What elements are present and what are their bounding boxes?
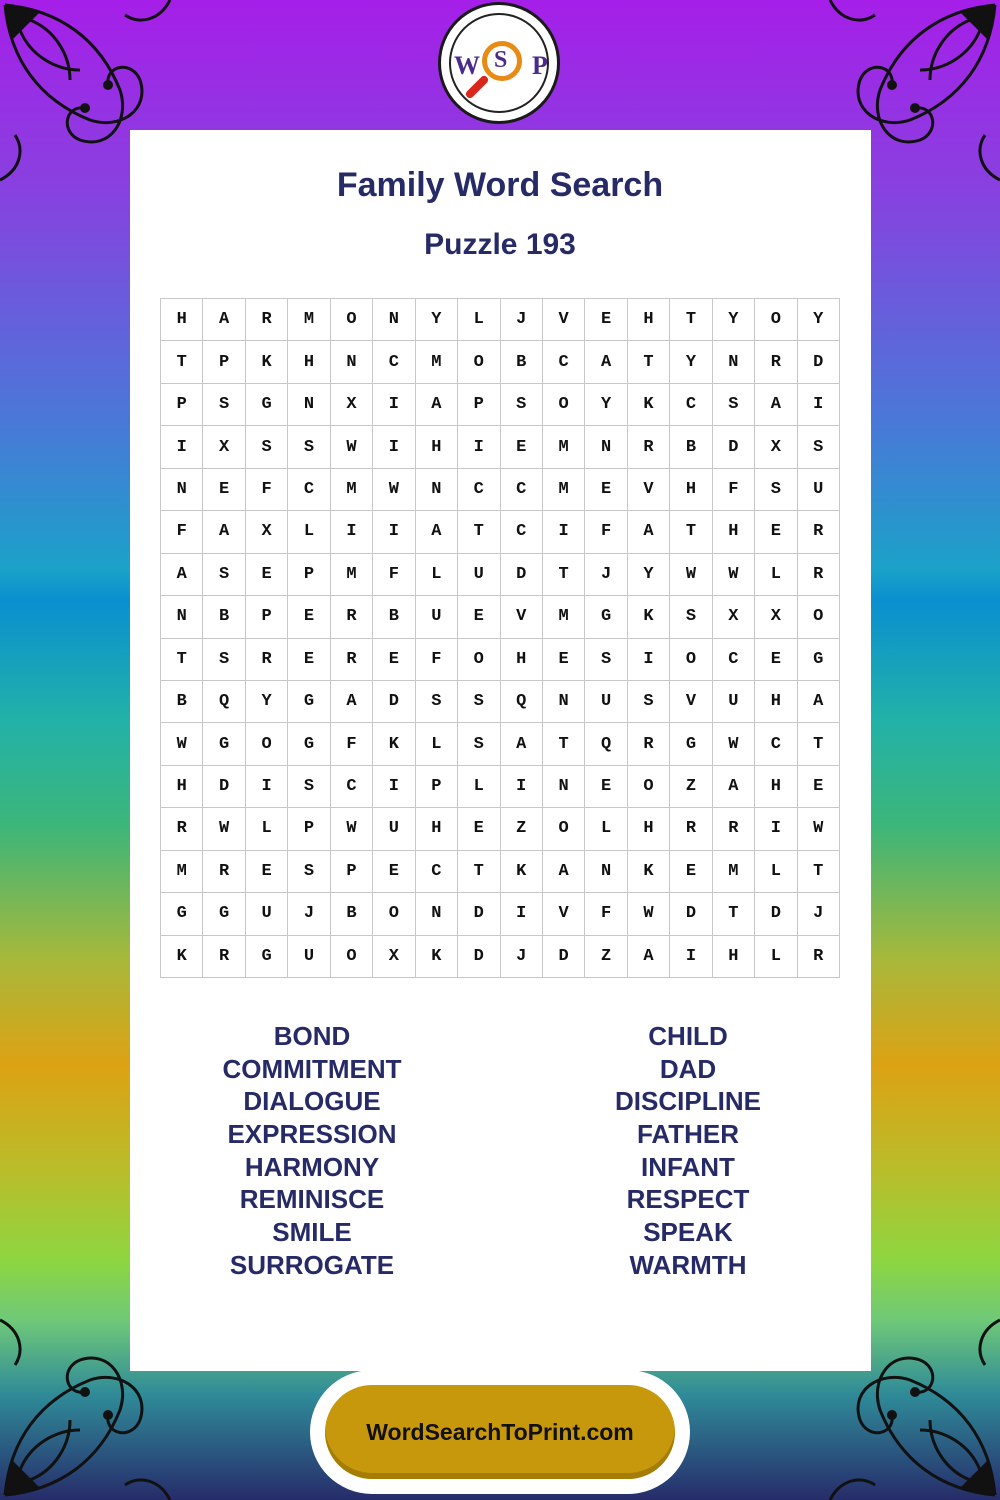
grid-cell[interactable]: O (755, 299, 797, 341)
grid-cell[interactable]: X (373, 936, 415, 978)
grid-cell[interactable]: M (161, 851, 203, 893)
word-list-item: DAD (659, 1053, 717, 1084)
grid-cell[interactable]: C (288, 469, 330, 511)
grid-cell[interactable]: I (543, 511, 585, 553)
grid-cell[interactable]: V (501, 596, 543, 638)
grid-cell[interactable]: Q (501, 681, 543, 723)
grid-cell[interactable]: P (288, 808, 330, 850)
grid-cell[interactable]: S (288, 851, 330, 893)
word-list-item: BOND (273, 1021, 351, 1051)
grid-cell[interactable]: E (585, 766, 627, 808)
wsp-logo (438, 2, 560, 124)
grid-cell[interactable]: S (203, 554, 245, 596)
grid-cell[interactable]: L (416, 554, 458, 596)
grid-cell[interactable]: A (501, 723, 543, 765)
grid-cell[interactable]: R (246, 639, 288, 681)
grid-cell[interactable]: R (713, 808, 755, 850)
grid-cell[interactable]: S (246, 426, 288, 468)
grid-cell[interactable]: M (288, 299, 330, 341)
grid-cell[interactable]: E (246, 851, 288, 893)
grid-cell[interactable]: E (458, 596, 500, 638)
grid-cell[interactable]: C (713, 639, 755, 681)
grid-cell[interactable]: K (161, 936, 203, 978)
grid-cell[interactable]: F (416, 639, 458, 681)
grid-cell[interactable]: B (331, 893, 373, 935)
grid-cell[interactable]: U (458, 554, 500, 596)
grid-cell[interactable]: T (543, 723, 585, 765)
grid-cell[interactable]: S (628, 681, 670, 723)
grid-cell[interactable]: C (501, 511, 543, 553)
grid-cell[interactable]: U (798, 469, 840, 511)
grid-cell[interactable]: R (331, 639, 373, 681)
grid-cell[interactable]: L (585, 808, 627, 850)
grid-cell[interactable]: M (543, 469, 585, 511)
grid-cell[interactable]: F (373, 554, 415, 596)
grid-cell[interactable]: C (670, 384, 712, 426)
grid-cell[interactable]: L (288, 511, 330, 553)
grid-cell[interactable]: S (713, 384, 755, 426)
grid-cell[interactable]: U (416, 596, 458, 638)
grid-cell[interactable]: T (670, 299, 712, 341)
grid-cell[interactable]: U (246, 893, 288, 935)
grid-cell[interactable]: W (670, 554, 712, 596)
grid-cell[interactable]: N (543, 681, 585, 723)
grid-cell[interactable]: L (246, 808, 288, 850)
grid-cell[interactable]: A (416, 384, 458, 426)
grid-cell[interactable]: R (246, 299, 288, 341)
grid-cell[interactable]: E (288, 639, 330, 681)
grid-cell[interactable]: E (670, 851, 712, 893)
grid-cell[interactable]: G (161, 893, 203, 935)
grid-cell[interactable]: D (713, 426, 755, 468)
grid-cell[interactable]: O (246, 723, 288, 765)
grid-cell[interactable]: W (713, 554, 755, 596)
grid-cell[interactable]: I (628, 639, 670, 681)
grid-cell[interactable]: I (373, 426, 415, 468)
word-list-item: COMMITMENT (222, 1053, 402, 1084)
grid-cell[interactable]: S (203, 384, 245, 426)
grid-cell[interactable]: R (798, 554, 840, 596)
grid-cell[interactable]: H (670, 469, 712, 511)
grid-cell[interactable]: N (416, 469, 458, 511)
grid-cell[interactable]: O (798, 596, 840, 638)
grid-cell[interactable]: V (543, 299, 585, 341)
grid-cell[interactable]: I (161, 426, 203, 468)
grid-cell[interactable]: D (543, 936, 585, 978)
grid-cell[interactable]: L (416, 723, 458, 765)
grid-cell[interactable]: O (331, 936, 373, 978)
grid-cell[interactable]: U (373, 808, 415, 850)
grid-cell[interactable]: G (288, 681, 330, 723)
grid-cell[interactable]: O (458, 639, 500, 681)
grid-cell[interactable]: S (501, 384, 543, 426)
grid-cell[interactable]: C (543, 341, 585, 383)
grid-cell[interactable]: H (713, 936, 755, 978)
grid-cell[interactable]: G (203, 723, 245, 765)
grid-cell[interactable]: N (585, 426, 627, 468)
grid-cell[interactable]: R (628, 426, 670, 468)
word-list-item: CHILD (648, 1021, 728, 1051)
grid-cell[interactable]: S (670, 596, 712, 638)
grid-cell[interactable]: P (331, 851, 373, 893)
grid-cell[interactable]: L (755, 554, 797, 596)
grid-cell[interactable]: H (161, 299, 203, 341)
grid-cell[interactable]: V (670, 681, 712, 723)
grid-cell[interactable]: T (161, 639, 203, 681)
grid-cell[interactable]: F (585, 893, 627, 935)
grid-cell[interactable]: E (501, 426, 543, 468)
grid-cell[interactable]: P (203, 341, 245, 383)
grid-cell[interactable]: W (713, 723, 755, 765)
grid-cell[interactable]: H (755, 766, 797, 808)
grid-cell[interactable]: C (501, 469, 543, 511)
grid-cell[interactable]: J (501, 936, 543, 978)
grid-cell[interactable]: J (501, 299, 543, 341)
grid-cell[interactable]: V (628, 469, 670, 511)
word-list-item: SMILE (272, 1217, 352, 1248)
grid-cell[interactable]: K (416, 936, 458, 978)
grid-cell[interactable]: A (203, 511, 245, 553)
grid-cell[interactable]: W (161, 723, 203, 765)
grid-cell[interactable]: C (458, 469, 500, 511)
grid-cell[interactable]: D (458, 936, 500, 978)
grid-cell[interactable]: O (331, 299, 373, 341)
grid-cell[interactable]: A (203, 299, 245, 341)
grid-cell[interactable]: N (373, 299, 415, 341)
grid-cell[interactable]: E (373, 851, 415, 893)
grid-cell[interactable]: K (628, 384, 670, 426)
grid-cell[interactable]: I (798, 384, 840, 426)
grid-cell[interactable]: A (713, 766, 755, 808)
word-list-item: HARMONY (244, 1151, 380, 1182)
grid-cell[interactable]: R (161, 808, 203, 850)
grid-cell[interactable]: A (628, 511, 670, 553)
grid-cell[interactable]: H (501, 639, 543, 681)
grid-cell[interactable]: H (416, 426, 458, 468)
grid-cell[interactable]: Y (670, 341, 712, 383)
grid-cell[interactable]: J (288, 893, 330, 935)
grid-cell[interactable]: M (713, 851, 755, 893)
grid-cell[interactable]: G (203, 893, 245, 935)
grid-cell[interactable]: S (416, 681, 458, 723)
grid-cell[interactable]: O (628, 766, 670, 808)
grid-cell[interactable]: B (161, 681, 203, 723)
grid-cell[interactable]: W (331, 808, 373, 850)
grid-cell[interactable]: A (755, 384, 797, 426)
grid-cell[interactable]: H (161, 766, 203, 808)
grid-cell[interactable]: Y (585, 384, 627, 426)
grid-cell[interactable]: B (501, 341, 543, 383)
grid-cell[interactable]: Z (501, 808, 543, 850)
grid-cell[interactable]: G (585, 596, 627, 638)
grid-cell[interactable]: B (670, 426, 712, 468)
grid-cell[interactable]: I (501, 766, 543, 808)
grid-cell[interactable]: R (628, 723, 670, 765)
grid-cell[interactable]: D (203, 766, 245, 808)
logo-letter-w: W (454, 51, 480, 80)
grid-cell[interactable]: U (713, 681, 755, 723)
grid-cell[interactable]: S (288, 426, 330, 468)
word-list-item: SURROGATE (229, 1249, 395, 1280)
grid-cell[interactable]: D (798, 341, 840, 383)
grid-cell[interactable]: Q (203, 681, 245, 723)
grid-cell[interactable]: O (458, 341, 500, 383)
logo-letter-p: P (532, 51, 548, 80)
grid-cell[interactable]: M (331, 554, 373, 596)
grid-cell[interactable]: D (755, 893, 797, 935)
grid-cell[interactable]: E (755, 639, 797, 681)
grid-cell[interactable]: T (713, 893, 755, 935)
logo-letter-s: S (494, 47, 508, 73)
grid-cell[interactable]: S (203, 639, 245, 681)
grid-cell[interactable]: O (543, 808, 585, 850)
word-list-left (162, 1020, 462, 1282)
grid-cell[interactable]: T (628, 341, 670, 383)
grid-cell[interactable]: X (246, 511, 288, 553)
grid-cell[interactable]: A (798, 681, 840, 723)
grid-cell[interactable]: W (373, 469, 415, 511)
grid-cell[interactable]: O (373, 893, 415, 935)
grid-cell[interactable]: D (670, 893, 712, 935)
grid-cell[interactable]: T (798, 723, 840, 765)
grid-cell[interactable]: K (373, 723, 415, 765)
grid-cell[interactable]: R (670, 808, 712, 850)
grid-cell[interactable]: T (458, 511, 500, 553)
grid-cell[interactable]: L (755, 851, 797, 893)
grid-cell[interactable]: Y (246, 681, 288, 723)
website-link[interactable]: WordSearchToPrint.com (325, 1385, 675, 1479)
word-list-right (538, 1020, 838, 1282)
grid-cell[interactable]: R (798, 511, 840, 553)
grid-cell[interactable]: L (755, 936, 797, 978)
grid-cell[interactable]: Y (416, 299, 458, 341)
grid-cell[interactable]: D (458, 893, 500, 935)
grid-cell[interactable]: C (331, 766, 373, 808)
grid-cell[interactable]: E (458, 808, 500, 850)
grid-cell[interactable]: L (458, 299, 500, 341)
grid-cell[interactable]: X (203, 426, 245, 468)
grid-cell[interactable]: X (755, 596, 797, 638)
grid-cell[interactable]: E (585, 469, 627, 511)
word-list-item: DISCIPLINE (615, 1086, 761, 1117)
grid-cell[interactable]: H (416, 808, 458, 850)
grid-cell[interactable]: F (331, 723, 373, 765)
grid-cell[interactable]: I (373, 511, 415, 553)
grid-cell[interactable]: X (331, 384, 373, 426)
grid-cell[interactable]: C (373, 341, 415, 383)
grid-cell[interactable]: P (161, 384, 203, 426)
grid-cell[interactable]: P (246, 596, 288, 638)
grid-cell[interactable]: R (798, 936, 840, 978)
grid-cell[interactable]: W (203, 808, 245, 850)
puzzle-number: Puzzle 193 (424, 228, 576, 261)
grid-cell[interactable]: G (246, 384, 288, 426)
grid-cell[interactable]: C (416, 851, 458, 893)
grid-cell[interactable]: K (501, 851, 543, 893)
grid-cell[interactable]: I (755, 808, 797, 850)
grid-cell[interactable]: N (161, 596, 203, 638)
grid-cell[interactable]: N (331, 341, 373, 383)
grid-cell[interactable]: N (543, 766, 585, 808)
grid-cell[interactable]: M (543, 426, 585, 468)
grid-cell[interactable]: T (670, 511, 712, 553)
grid-cell[interactable]: I (501, 893, 543, 935)
grid-cell[interactable]: U (585, 681, 627, 723)
word-list-item: DIALOGUE (243, 1086, 381, 1117)
grid-cell[interactable]: G (798, 639, 840, 681)
grid-cell[interactable]: T (161, 341, 203, 383)
grid-cell[interactable]: T (798, 851, 840, 893)
grid-cell[interactable]: E (246, 554, 288, 596)
grid-cell[interactable]: R (755, 341, 797, 383)
word-list-item: SPEAK (643, 1217, 733, 1248)
grid-cell[interactable]: B (373, 596, 415, 638)
grid-cell[interactable]: J (585, 554, 627, 596)
grid-cell[interactable]: W (798, 808, 840, 850)
grid-cell[interactable]: A (543, 851, 585, 893)
grid-cell[interactable]: H (713, 511, 755, 553)
grid-cell[interactable]: H (628, 808, 670, 850)
grid-cell[interactable]: V (543, 893, 585, 935)
grid-cell[interactable]: A (585, 341, 627, 383)
grid-cell[interactable]: G (670, 723, 712, 765)
grid-cell[interactable]: S (585, 639, 627, 681)
grid-cell[interactable]: I (331, 511, 373, 553)
grid-cell[interactable]: P (416, 766, 458, 808)
grid-cell[interactable]: I (373, 766, 415, 808)
grid-cell[interactable]: J (798, 893, 840, 935)
grid-cell[interactable]: E (755, 511, 797, 553)
grid-cell[interactable]: T (458, 851, 500, 893)
grid-cell[interactable]: N (585, 851, 627, 893)
grid-cell[interactable]: X (713, 596, 755, 638)
grid-cell[interactable]: N (161, 469, 203, 511)
grid-cell[interactable]: Q (585, 723, 627, 765)
grid-cell[interactable]: S (458, 723, 500, 765)
grid-cell[interactable]: S (458, 681, 500, 723)
grid-cell[interactable]: A (331, 681, 373, 723)
grid-cell[interactable]: A (628, 936, 670, 978)
grid-cell[interactable]: I (670, 936, 712, 978)
grid-cell[interactable]: I (246, 766, 288, 808)
grid-cell[interactable]: N (416, 893, 458, 935)
grid-cell[interactable]: K (246, 341, 288, 383)
word-list-item: FATHER (636, 1119, 740, 1150)
grid-cell[interactable]: M (331, 469, 373, 511)
word-list-item: WARMTH (629, 1249, 747, 1280)
grid-cell[interactable]: E (373, 639, 415, 681)
grid-cell[interactable]: M (543, 596, 585, 638)
grid-cell[interactable]: W (331, 426, 373, 468)
grid-cell[interactable]: Y (713, 299, 755, 341)
word-list-item: EXPRESSION (227, 1119, 397, 1150)
grid-cell[interactable]: S (755, 469, 797, 511)
grid-cell[interactable]: W (628, 893, 670, 935)
grid-cell[interactable]: K (628, 851, 670, 893)
grid-cell[interactable]: O (543, 384, 585, 426)
word-list-item: REMINISCE (239, 1184, 385, 1215)
grid-cell[interactable]: I (373, 384, 415, 426)
grid-cell[interactable]: G (288, 723, 330, 765)
grid-cell[interactable]: A (416, 511, 458, 553)
grid-cell[interactable]: H (628, 299, 670, 341)
grid-cell[interactable]: F (161, 511, 203, 553)
grid-cell[interactable]: R (203, 936, 245, 978)
grid-cell[interactable]: P (458, 384, 500, 426)
grid-cell[interactable]: B (203, 596, 245, 638)
grid-cell[interactable]: G (246, 936, 288, 978)
grid-cell[interactable]: D (501, 554, 543, 596)
grid-cell[interactable]: F (246, 469, 288, 511)
grid-cell[interactable]: K (628, 596, 670, 638)
grid-cell[interactable]: E (585, 299, 627, 341)
grid-cell[interactable]: E (543, 639, 585, 681)
word-list-item: INFANT (641, 1151, 735, 1182)
grid-cell[interactable]: S (288, 766, 330, 808)
letter-grid (160, 298, 840, 978)
grid-cell[interactable]: S (798, 426, 840, 468)
grid-cell[interactable]: Y (798, 299, 840, 341)
grid-cell[interactable]: X (755, 426, 797, 468)
grid-cell[interactable]: E (798, 766, 840, 808)
grid-cell[interactable]: F (585, 511, 627, 553)
grid-cell[interactable]: F (713, 469, 755, 511)
grid-cell[interactable]: E (288, 596, 330, 638)
grid-cell[interactable]: T (543, 554, 585, 596)
grid-cell[interactable]: D (373, 681, 415, 723)
grid-cell[interactable]: Z (585, 936, 627, 978)
grid-cell[interactable]: N (288, 384, 330, 426)
grid-cell[interactable]: Z (670, 766, 712, 808)
grid-cell[interactable]: I (458, 426, 500, 468)
grid-cell[interactable]: Y (628, 554, 670, 596)
grid-cell[interactable]: R (331, 596, 373, 638)
grid-cell[interactable]: U (288, 936, 330, 978)
grid-cell[interactable]: L (458, 766, 500, 808)
grid-cell[interactable]: O (670, 639, 712, 681)
grid-cell[interactable]: R (203, 851, 245, 893)
grid-cell[interactable]: N (713, 341, 755, 383)
page-title: Family Word Search (336, 166, 664, 204)
grid-cell[interactable]: H (755, 681, 797, 723)
grid-cell[interactable]: M (416, 341, 458, 383)
grid-cell[interactable]: C (755, 723, 797, 765)
grid-cell[interactable]: A (161, 554, 203, 596)
grid-cell[interactable]: H (288, 341, 330, 383)
grid-cell[interactable]: E (203, 469, 245, 511)
word-list-item: RESPECT (626, 1184, 750, 1215)
grid-cell[interactable]: P (288, 554, 330, 596)
